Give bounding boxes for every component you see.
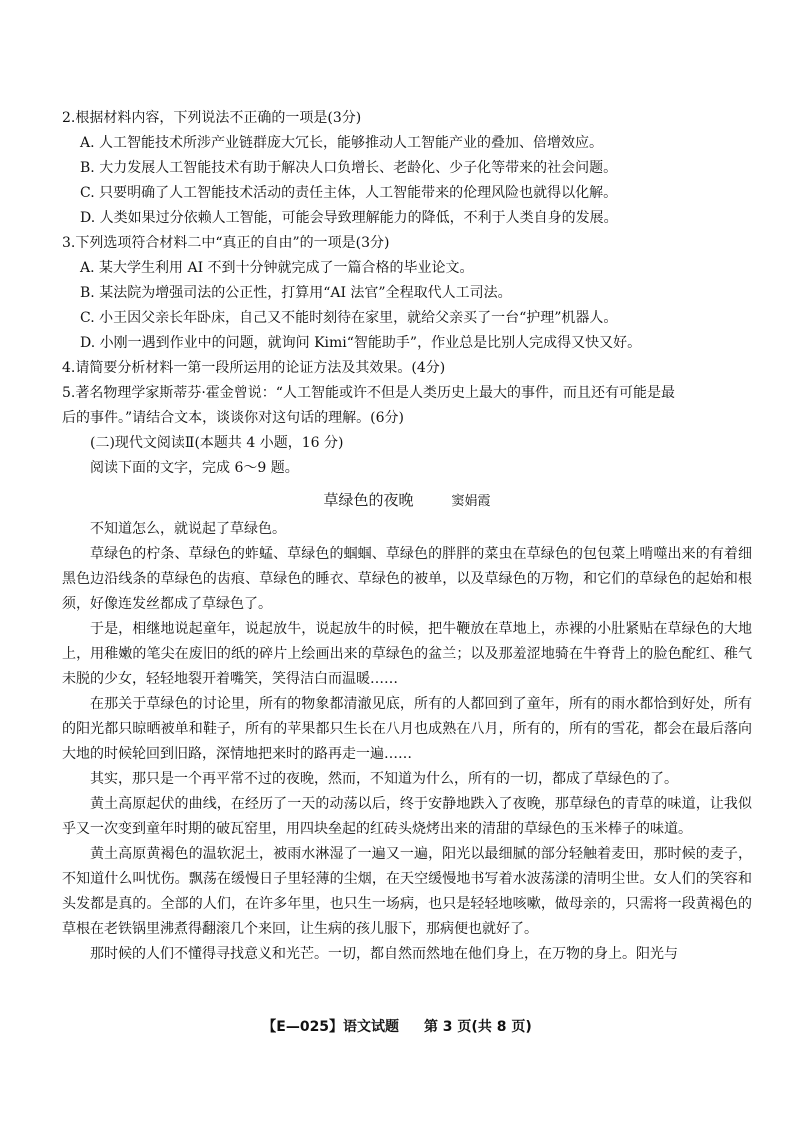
- story-paragraph: 不知道怎么，就说起了草绿色。: [90, 521, 286, 537]
- question-2-stem: 2.根据材料内容，下列说法不正确的一项是(3分): [62, 110, 362, 126]
- exam-page: [62, 106, 752, 967]
- question-2-option-b: B. 大力发展人工智能技术有助于解决人口负增长、老龄化、少子化等带来的社会问题。: [80, 160, 618, 176]
- question-2-option-c: C. 只要明确了人工智能技术活动的责任主体，人工智能带来的伦理风险也就得以化解。: [80, 185, 618, 201]
- story-paragraph: 草绿色的柠条、草绿色的蚱蜢、草绿色的蝈蝈、草绿色的胖胖的菜虫在草绿色的包包菜上啃噬出来的有着细黑色边沿线条的草绿色的齿痕、草绿色的睡衣、草绿色的被单，以及草绿色的万物，和它们的草绿色的起始和根须，好像连发丝都成了草绿色了。: [62, 546, 752, 612]
- exam-code: 【E—025】语文试题: [262, 1019, 400, 1035]
- story-paragraph: 那时候的人们不懂得寻找意义和光芒。一切，都自然而然地在他们身上，在万物的身上。阳光与: [90, 946, 678, 962]
- question-3-option-d: D. 小刚一遇到作业中的问题，就询问 Kimi“智能助手”，作业总是比别人完成得又快又好。: [80, 335, 642, 351]
- section-heading: (二)现代文阅读Ⅱ(本题共 4 小题，16 分): [90, 435, 344, 451]
- story-paragraph: 在那关于草绿色的讨论里，所有的物象都清澈见底，所有的人都回到了童年，所有的雨水都恰到好处，所有的阳光都只晾晒被单和鞋子，所有的苹果都只生长在八月也成熟在八月，所有的，所有的雪花，都会在最后落向大地的时候轮回到旧路，深情地把来时的路再走一遍……: [62, 696, 752, 762]
- question-3-option-b: B. 某法院为增强司法的公正性，打算用“AI 法官”全程取代人工司法。: [80, 285, 512, 301]
- question-5-line-1: 5.著名物理学家斯蒂芬·霍金曾说：“人工智能或许不但是人类历史上最大的事件，而且还有可能是最: [62, 385, 675, 401]
- question-3-option-c: C. 小王因父亲长年卧床，自己又不能时刻待在家里，就给父亲买了一台“护理”机器人。: [80, 310, 618, 326]
- page-number: 第 3 页(共 8 页): [423, 1019, 532, 1035]
- story-title-row: [62, 487, 752, 515]
- question-2-option-a: A. 人工智能技术所涉产业链群庞大冗长，能够推动人工智能产业的叠加、倍增效应。: [80, 135, 604, 151]
- story-author: 窦娟霞: [451, 494, 491, 509]
- story-paragraph: 其实，那只是一个再平常不过的夜晚，然而，不知道为什么，所有的一切，都成了草绿色的了。: [90, 771, 678, 787]
- question-3-stem: 3.下列选项符合材料二中“真正的自由”的一项是(3分): [62, 235, 390, 251]
- section-instruction: 阅读下面的文字，完成 6～9 题。: [90, 460, 299, 476]
- story-paragraph: 黄土高原起伏的曲线，在经历了一天的动荡以后，终于安静地跌入了夜晚，那草绿色的青草的味道，让我似乎又一次变到童年时期的破瓦窑里，用四块垒起的红砖头烧烤出来的清甜的草绿色的玉米棒子的味道。: [62, 796, 752, 837]
- question-2-option-d: D. 人类如果过分依赖人工智能，可能会导致理解能力的降低，不利于人类自身的发展。: [80, 210, 618, 226]
- story-title: 草绿色的夜晚: [323, 491, 414, 509]
- question-4: 4.请简要分析材料一第一段所运用的论证方法及其效果。(4分): [62, 360, 446, 376]
- story-paragraph: 黄土高原黄褐色的温软泥土，被雨水淋湿了一遍又一遍，阳光以最细腻的部分轻触着麦田，那时候的麦子，不知道什么叫忧伤。飘荡在缓慢日子里轻薄的尘烟，在天空缓慢地书写着水波荡漾的清明尘世。女人们的笑容和头发都是真的。全部的人们，在许多年里，也只生一场病，也只是轻轻地咳嗽，做母亲的，只需将一段黄褐色的草根在老铁锅里沸煮得翻滚几个来回，让生病的孩儿服下，那病便也就好了。: [62, 846, 752, 937]
- page-footer: [0, 1016, 794, 1036]
- story-paragraph: 于是，相继地说起童年，说起放牛，说起放牛的时候，把牛鞭放在草地上，赤裸的小肚紧贴在草绿色的大地上，用稚嫩的笔尖在废旧的纸的碎片上绘画出来的草绿色的盆兰；以及那羞涩地骑在牛脊背上的脸色酡红、稚气未脱的少女，轻轻地裂开着嘴笑，笑得洁白而温暖……: [62, 621, 752, 687]
- question-5-line-2: 后的事件。”请结合文本，谈谈你对这句话的理解。(6分): [62, 410, 404, 426]
- question-3-option-a: A. 某大学生利用 AI 不到十分钟就完成了一篇合格的毕业论文。: [80, 260, 474, 276]
